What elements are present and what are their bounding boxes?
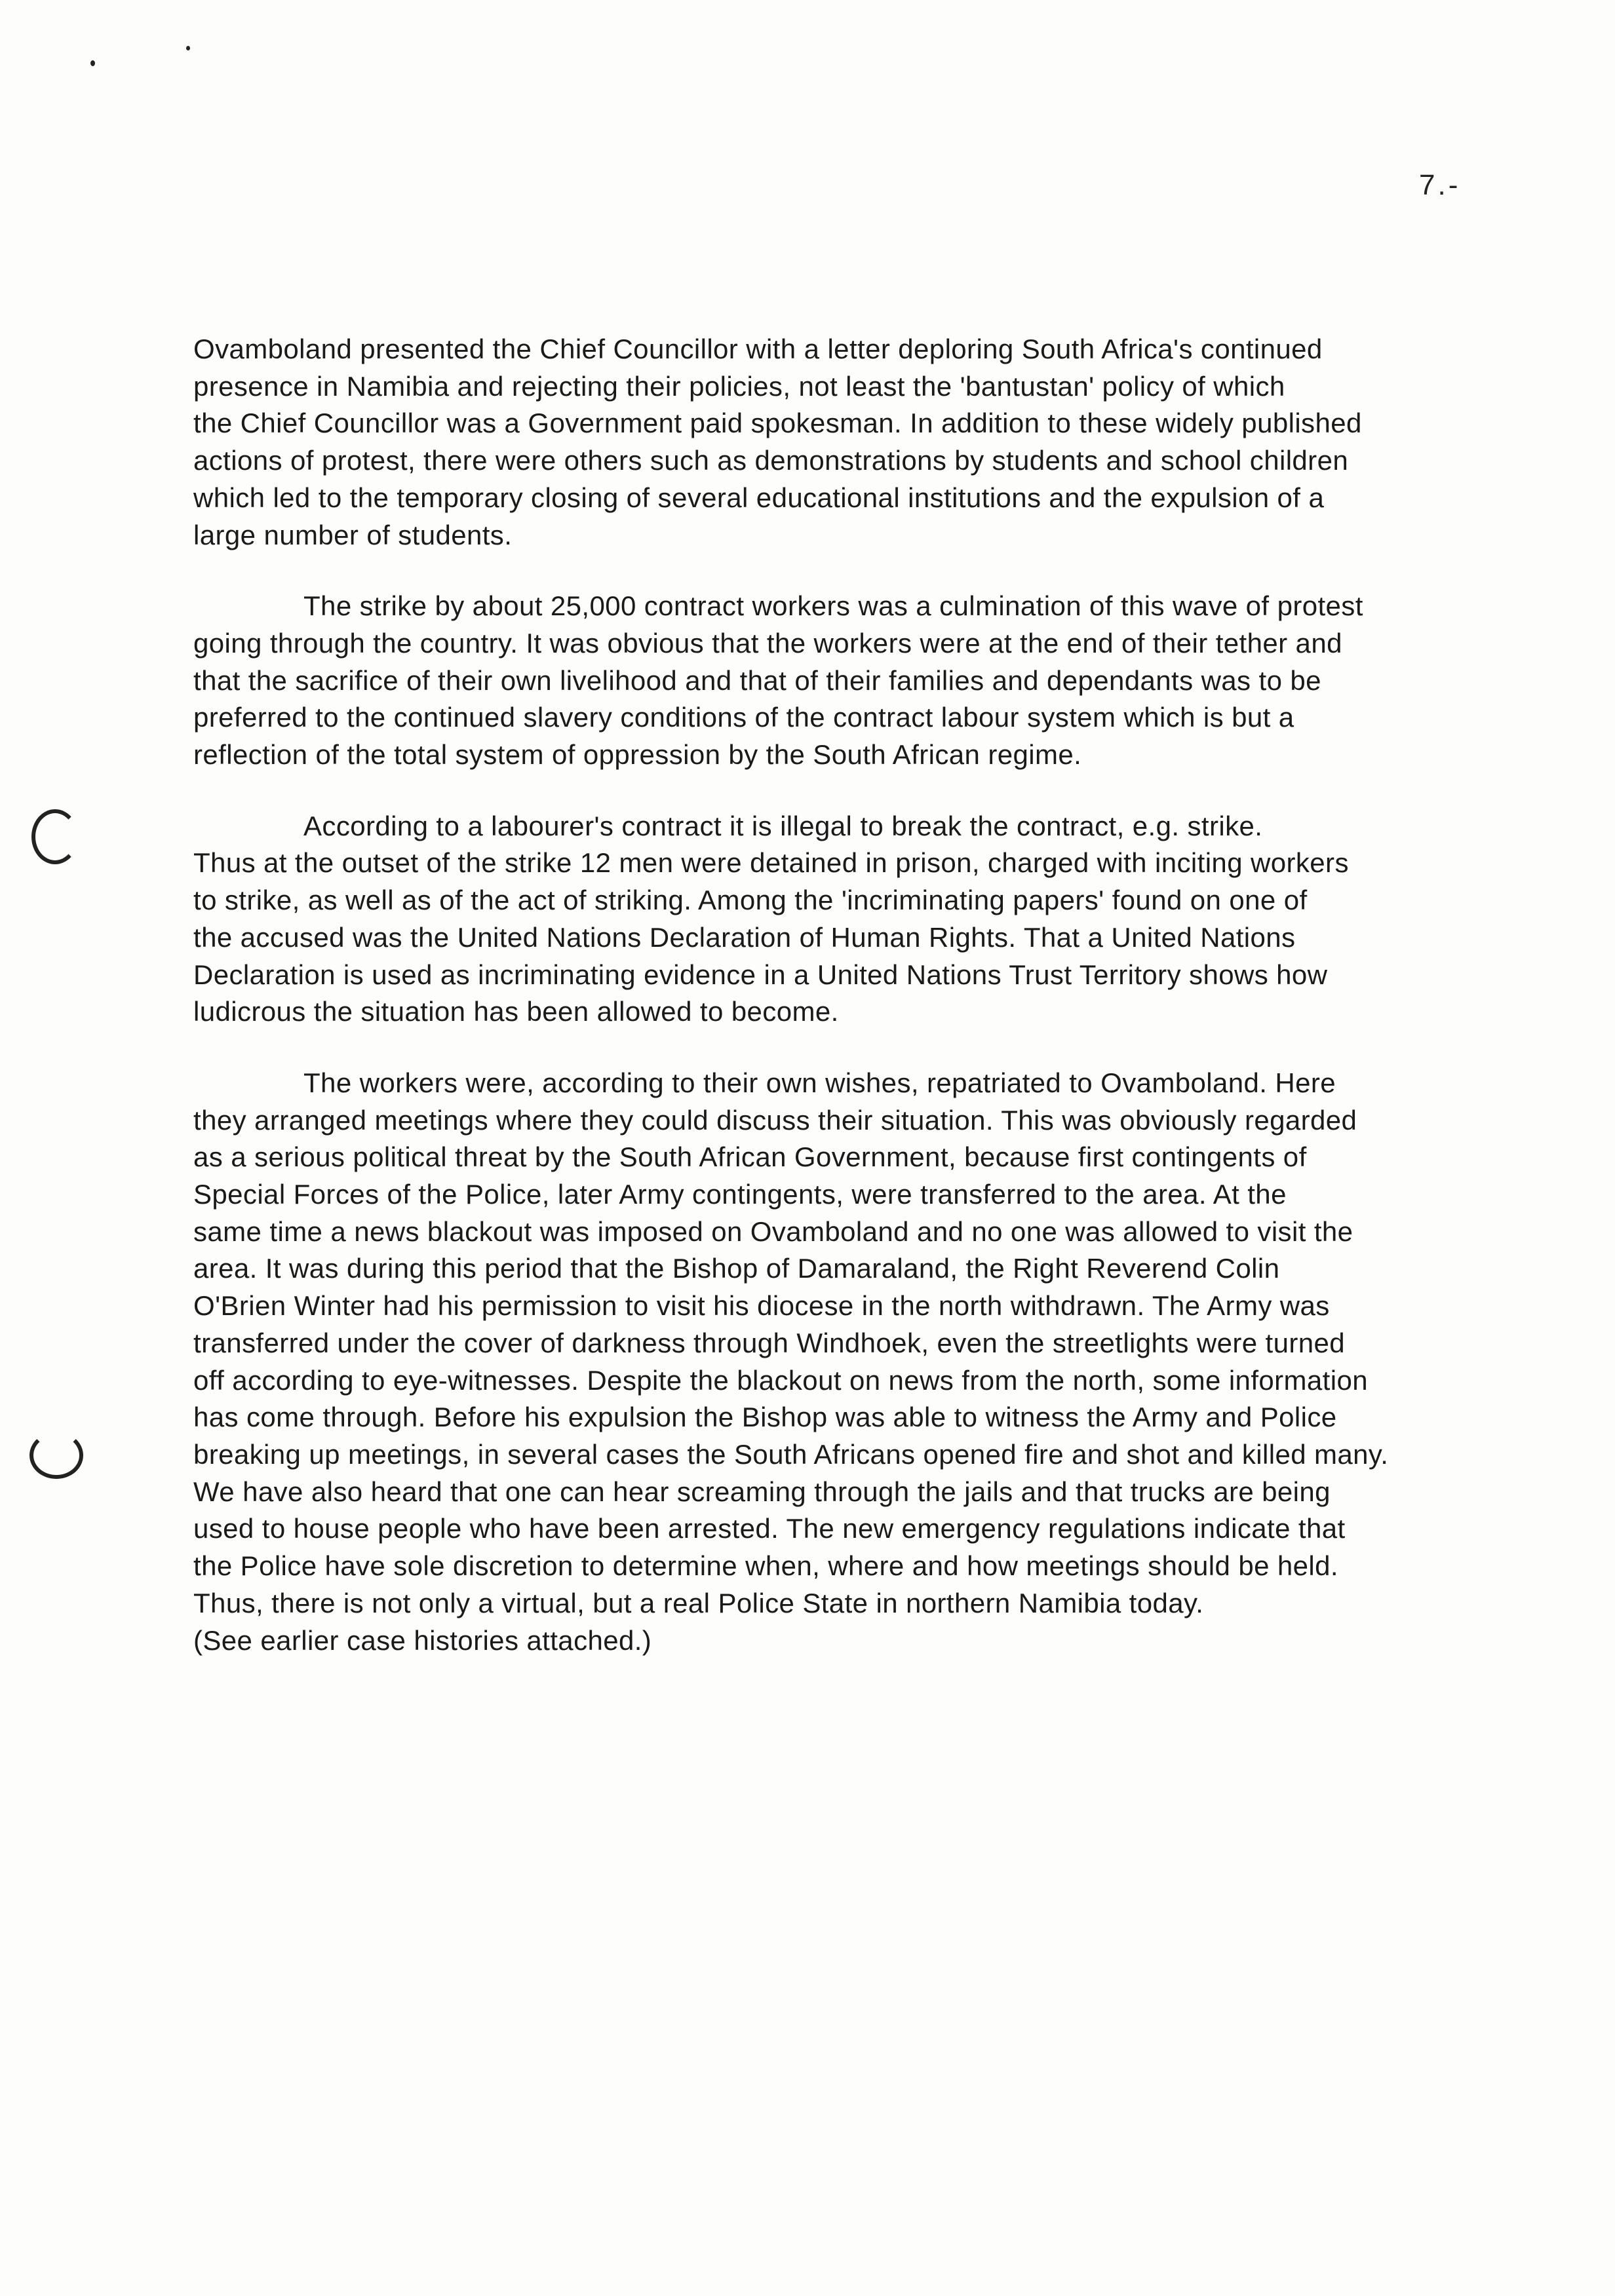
text-line: off according to eye-witnesses. Despite the blackout on news from the north, some information — [193, 1364, 1368, 1396]
text-line: Ovamboland presented the Chief Councillor with a letter deploring South Africa's continued — [193, 334, 1323, 364]
text-line: actions of protest, there were others such as demonstrations by students and school children — [193, 445, 1349, 476]
text-line: that the sacrifice of their own livelihood and that of their families and dependants was to be — [193, 664, 1321, 696]
text-line: We have also heard that one can hear screaming through the jails and that trucks are being — [193, 1476, 1331, 1507]
text-line: has come through. Before his expulsion the Bishop was able to witness the Army and Police — [193, 1402, 1337, 1433]
text-line: The workers were, according to their own wishes, repatriated to Ovamboland. Here — [303, 1067, 1336, 1098]
text-line: large number of students. — [193, 519, 513, 550]
text-line: the Chief Councillor was a Government paid spokesman. In addition to these widely published — [193, 408, 1362, 439]
text-line: transferred under the cover of darkness through Windhoek, even the streetlights were turned — [193, 1327, 1346, 1358]
scan-speck — [90, 60, 95, 66]
text-line: breaking up meetings, in several cases the South Africans opened fire and shot and killed many. — [193, 1438, 1389, 1470]
paragraph — [193, 331, 1544, 554]
paragraph — [193, 1065, 1544, 1659]
paragraph — [193, 808, 1544, 1031]
text-line: they arranged meetings where they could discuss their situation. This was obviously regarded — [193, 1104, 1357, 1136]
text-line: Special Forces of the Police, later Army contingents, were transferred to the area. At the — [193, 1179, 1287, 1210]
text-line: the accused was the United Nations Declaration of Human Rights. That a United Nations — [193, 921, 1296, 953]
text-line: to strike, as well as of the act of striking. Among the 'incriminating papers' found on one of — [193, 885, 1308, 916]
text-line: Thus at the outset of the strike 12 men were detained in prison, charged with inciting workers — [193, 847, 1349, 879]
text-line: (See earlier case histories attached.) — [193, 1624, 652, 1656]
text-line: reflection of the total system of oppression by the South African regime. — [193, 739, 1082, 771]
page-number: 7.- — [1419, 169, 1461, 201]
text-line: ludicrous the situation has been allowed to become. — [193, 996, 839, 1027]
text-line: Thus, there is not only a virtual, but a real Police State in northern Namibia today. — [193, 1587, 1204, 1618]
body-text — [193, 331, 1544, 1659]
text-line: area. It was during this period that the Bishop of Damaraland, the Right Reverend Colin — [193, 1253, 1280, 1284]
punch-hole-mark — [31, 809, 79, 864]
text-line: which led to the temporary closing of several educational institutions and the expulsion of a — [193, 482, 1325, 513]
text-line: same time a news blackout was imposed on Ovamboland and no one was allowed to visit the — [193, 1215, 1353, 1247]
scan-speck — [186, 46, 190, 50]
text-line: as a serious political threat by the South African Government, because first contingents of — [193, 1141, 1307, 1173]
paragraph — [193, 588, 1544, 774]
punch-hole-mark — [29, 1432, 83, 1479]
text-line: presence in Namibia and rejecting their policies, not least the 'bantustan' policy of which — [193, 370, 1285, 402]
text-line: preferred to the continued slavery conditions of the contract labour system which is but a — [193, 702, 1294, 733]
text-line: going through the country. It was obvious that the workers were at the end of their tether and — [193, 627, 1342, 659]
text-line: the Police have sole discretion to determine when, where and how meetings should be held. — [193, 1550, 1338, 1582]
text-line: The strike by about 25,000 contract workers was a culmination of this wave of protest — [303, 590, 1363, 622]
text-line: According to a labourer's contract it is illegal to break the contract, e.g. strike. — [303, 810, 1263, 841]
text-line: Declaration is used as incriminating evidence in a United Nations Trust Territory shows how — [193, 959, 1328, 990]
text-line: used to house people who have been arrested. The new emergency regulations indicate that — [193, 1513, 1346, 1544]
text-line: O'Brien Winter had his permission to visit his diocese in the north withdrawn. The Army was — [193, 1290, 1330, 1322]
